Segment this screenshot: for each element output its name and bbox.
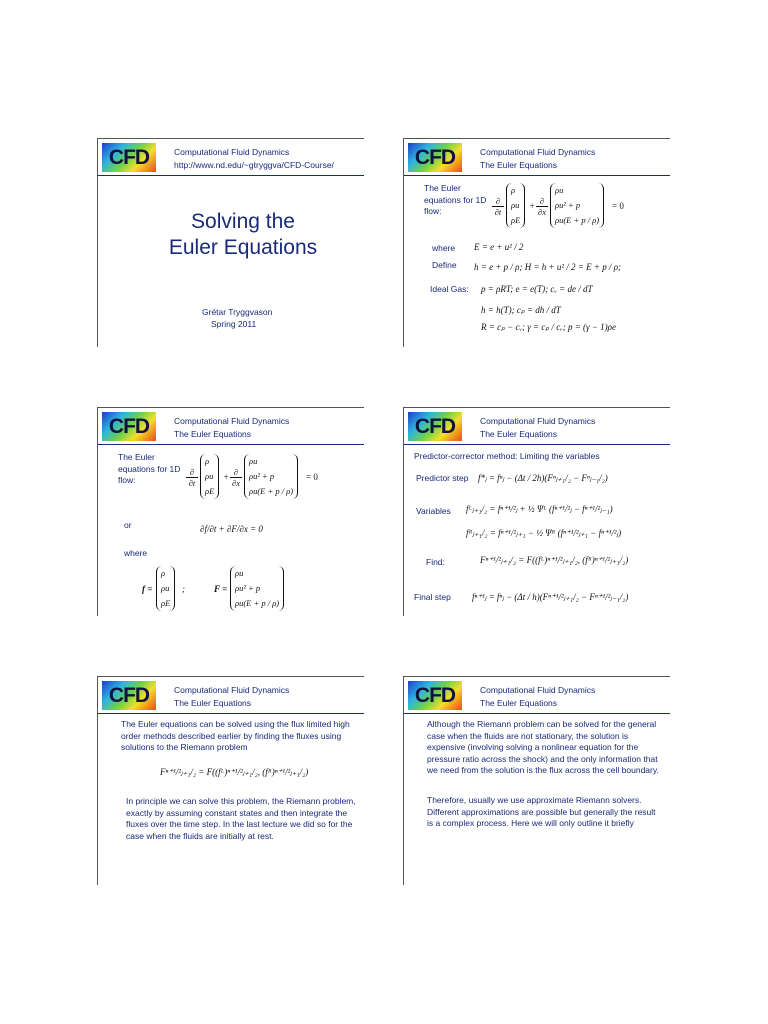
- find-eq: Fⁿ⁺¹/²ⱼ₊₁/₂ = F((fᴸ)ⁿ⁺¹/²ⱼ₊₁/₂, (fᴿ)ⁿ⁺¹/²ⱼ₊₁/₂): [480, 555, 629, 565]
- m2-row: ρu(E + p / ρ): [555, 215, 600, 225]
- final-step-eq: fⁿ⁺¹ⱼ = fⁿⱼ − (Δt / h)(Fⁿ⁺¹/²ⱼ₊₁/₂ − Fⁿ⁺¹/²ⱼ₋₁/₂): [472, 592, 629, 602]
- slide-5: [97, 676, 364, 885]
- date: Spring 2011: [211, 319, 257, 329]
- cfd-logo: CFD: [102, 143, 156, 172]
- course-url: http://www.nd.edu/~gtryggva/CFD-Course/: [174, 160, 334, 170]
- paragraph-1: The Euler equations can be solved using the flux limited high order methods described earlier by finding the fluxes using solutions to the Riemann problem: [121, 719, 350, 753]
- m1-row: ρu: [205, 471, 214, 481]
- equals-zero: = 0: [306, 472, 318, 482]
- compact-eq: ∂f/∂t + ∂F/∂x = 0: [200, 524, 263, 534]
- cfd-logo: CFD: [408, 412, 462, 441]
- m1-row: ρ: [205, 456, 210, 466]
- d-dx: ∂ ∂x: [536, 196, 548, 217]
- equals-zero: = 0: [612, 201, 624, 211]
- slide-3: [97, 407, 364, 616]
- cfd-logo: CFD: [408, 681, 462, 710]
- F-row: ρu(E + p / ρ): [235, 598, 280, 608]
- cfd-logo: CFD: [408, 143, 462, 172]
- where-label: where: [432, 243, 456, 253]
- separator: ;: [182, 584, 185, 594]
- slide-2: [403, 138, 670, 347]
- F-vector: [230, 566, 284, 611]
- m1-row: ρ: [511, 185, 516, 195]
- course-title: Computational Fluid Dynamics: [480, 147, 596, 157]
- f-row: ρ: [161, 568, 166, 578]
- variables-eq-right: fᴿⱼ₊₁/₂ = fⁿ⁺¹/²ⱼ₊₁ − ½ Ψᴿ (fⁿ⁺¹/²ⱼ₊₁ − fⁿ⁺¹/²ⱼ): [466, 528, 622, 538]
- header-rule: [404, 444, 670, 445]
- header-rule: [404, 175, 670, 176]
- f-vector: [156, 566, 175, 611]
- header-rule: [98, 713, 364, 714]
- m2-row: ρu(E + p / ρ): [249, 486, 294, 496]
- f-row: ρE: [161, 598, 171, 608]
- ideal-gas-label: Ideal Gas:: [430, 284, 469, 294]
- define-eq: h = e + p / ρ; H = h + u² / 2 = E + p / ρ;: [474, 262, 622, 272]
- m1-row: ρE: [205, 486, 215, 496]
- predictor-eq: f*ⱼ = fⁿⱼ − (Δt / 2h)(Fⁿⱼ₊₁/₂ − Fⁿⱼ₋₁/₂): [478, 473, 608, 483]
- F-row: ρu: [235, 568, 244, 578]
- paragraph-2: In principle we can solve this problem, the Riemann problem, exactly by assuming constant states and then integrate the fluxes over the time step. In the last lecture we did so for the case when the fluids are initially at rest.: [126, 796, 356, 841]
- paragraph-2: Therefore, usually we use approximate Riemann solvers. Different approximations are possible but generally the result is a complex process. Here we will only outline it briefly: [427, 795, 656, 829]
- where-eq: E = e + u² / 2: [474, 242, 524, 252]
- or-label: or: [124, 520, 132, 530]
- course-title: Computational Fluid Dynamics: [174, 147, 290, 157]
- slide-subtitle: The Euler Equations: [480, 160, 558, 170]
- header-rule: [98, 175, 364, 176]
- flux-vector: [244, 454, 298, 499]
- f-row: ρu: [161, 583, 170, 593]
- slide-subtitle: The Euler Equations: [174, 429, 252, 439]
- slide-subtitle: The Euler Equations: [480, 698, 558, 708]
- flux-vector: [550, 183, 604, 228]
- header-rule: [98, 444, 364, 445]
- d-dx: ∂ ∂x: [230, 467, 242, 488]
- m2-row: ρu: [249, 456, 258, 466]
- cfd-logo: CFD: [102, 681, 156, 710]
- where-label: where: [124, 548, 148, 558]
- cfd-logo: CFD: [102, 412, 156, 441]
- ideal-gas-eq: p = ρRT; e = e(T); cᵥ = de / dT: [481, 284, 593, 294]
- d-dt: ∂ ∂t: [492, 196, 504, 217]
- variables-label: Variables: [416, 506, 451, 516]
- slide-subtitle: The Euler Equations: [480, 429, 558, 439]
- slide-4: [403, 407, 670, 616]
- slide-subtitle: The Euler Equations: [174, 698, 252, 708]
- m1-row: ρE: [511, 215, 521, 225]
- predictor-label: Predictor step: [416, 473, 469, 483]
- find-label: Find:: [426, 557, 445, 567]
- slide-title: Solving the Euler Equations: [168, 210, 318, 259]
- final-step-label: Final step: [414, 592, 451, 602]
- d-dt: ∂ ∂t: [186, 467, 198, 488]
- author: Grétar Tryggvason: [202, 307, 273, 317]
- enthalpy-eq: h = h(T); cₚ = dh / dT: [481, 305, 561, 315]
- gas-constants-eq: R = cₚ − cᵥ; γ = cₚ / cᵥ; p = (γ − 1)ρe: [481, 322, 616, 332]
- header-rule: [404, 713, 670, 714]
- m2-row: ρu² + p: [249, 471, 275, 481]
- course-title: Computational Fluid Dynamics: [480, 685, 596, 695]
- define-label: Define: [432, 260, 457, 270]
- variables-eq-left: fᴸⱼ₊₁/₂ = fⁿ⁺¹/²ⱼ + ½ Ψᴸ (fⁿ⁺¹/²ⱼ − fⁿ⁺¹/²ⱼ₋₁): [466, 504, 613, 514]
- F-row: ρu² + p: [235, 583, 261, 593]
- slide-1: [97, 138, 364, 347]
- plus: +: [529, 201, 536, 211]
- state-vector: [506, 183, 525, 228]
- course-title: Computational Fluid Dynamics: [480, 416, 596, 426]
- slide-6: [403, 676, 670, 885]
- intro-text: The Euler equations for 1D flow:: [424, 183, 487, 217]
- plus: +: [223, 472, 230, 482]
- paragraph-1: Although the Riemann problem can be solved for the general case when the fluids are not stationary, the solution is expensive (involving solving a nonlinear equation for the pressure ratio across the shock) and the only information that we need from the solution is the flux across the cell boundary.: [427, 719, 659, 776]
- m2-row: ρu² + p: [555, 200, 581, 210]
- course-title: Computational Fluid Dynamics: [174, 685, 290, 695]
- riemann-flux-eq: Fⁿ⁺¹/²ⱼ₊₁/₂ = F((fᴸ)ⁿ⁺¹/²ⱼ₊₁/₂, (fᴿ)ⁿ⁺¹/²ⱼ₊₁/₂): [160, 767, 309, 777]
- state-vector: [200, 454, 219, 499]
- course-title: Computational Fluid Dynamics: [174, 416, 290, 426]
- method-heading: Predictor-corrector method: Limiting the variables: [414, 451, 600, 461]
- m1-row: ρu: [511, 200, 520, 210]
- intro-text: The Euler equations for 1D flow:: [118, 452, 181, 486]
- F-label: F =: [214, 584, 228, 594]
- f-label: f =: [142, 584, 153, 594]
- m2-row: ρu: [555, 185, 564, 195]
